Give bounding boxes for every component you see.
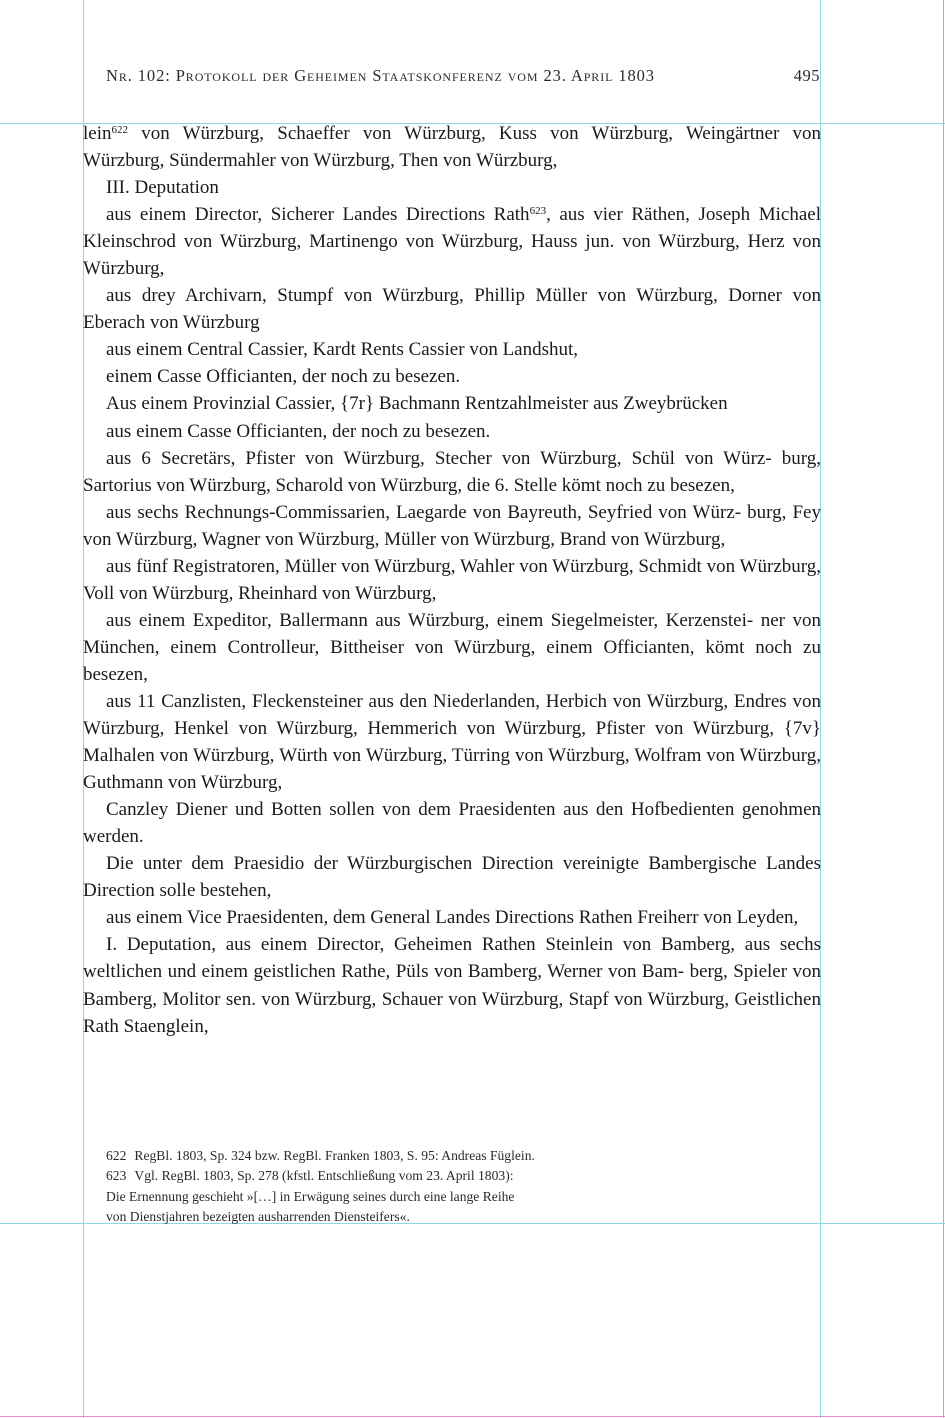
footnote-number: 623 [106,1168,127,1184]
paragraph: aus einem Director, Sicherer Landes Directions Rath$^{623}$, aus vier Räthen, Joseph Michael Kleinschrod von Würzburg, Martinengo von Würzburg, Hauss jun. von Würzburg, Herz von Würzburg, [83,204,821,280]
footnote-reference: 622 [111,124,128,136]
running-head-title: Nr. 102: Protokoll der Geheimen Staatskonferenz vom 23. April 1803 [106,66,655,85]
footnotes [106,1146,726,1228]
page-edge-guide-bottom [0,1416,945,1417]
footnote-text: RegBl. 1803, Sp. 324 bzw. RegBl. Franken 1803, S. 95: Andreas Füglein. [134,1148,535,1163]
paragraph: aus einem Central Cassier, Kardt Rents Cassier von Landshut, [106,339,579,361]
footnote-continuation [106,1207,726,1227]
paragraph: Die unter dem Praesidio der Würzburgischen Direction vereinigte Bambergische Landes Direction solle bestehen, [83,853,821,902]
footnote [106,1166,726,1186]
footnote-text: Vgl. RegBl. 1803, Sp. 278 (kfstl. Entschließung vom 23. April 1803): [134,1168,514,1184]
footnote-continuation [106,1187,726,1207]
paragraph: lein$^{622}$ von Würzburg, Schaeffer von Würzburg, Kuss von Würzburg, Weingärtner von Würzburg, Sündermahler von Würzburg, Then von Würzburg, [83,123,821,172]
footnote-reference: 623 [529,205,547,218]
paragraph: III. Deputation [106,177,219,199]
page-number: 495 [793,66,820,85]
footnote-text: Die Ernennung geschieht »[…] in Erwägung seines durch eine lange Reihe [106,1188,515,1204]
paragraph: aus einem Expeditor, Ballermann aus Würzburg, einem Siegelmeister, Kerzenstei- ner von München, einem Controlleur, Bittheiser von Würzburg, einem Officianten, kömt noch zu besezen, [83,609,821,685]
paragraph: aus fünf Registratoren, Müller von Würzburg, Wahler von Würzburg, Schmidt von Würzburg, Voll von Würzburg, Rheinhard von Würzburg, [83,555,821,604]
footnote-number: 622 [106,1148,127,1163]
paragraph: Canzley Diener und Botten sollen von dem Praesidenten aus den Hofbedienten genohmen werden. [83,799,821,848]
paragraph: Aus einem Provinzial Cassier, {7r} Bachmann Rentzahlmeister aus Zweybrücken [106,393,728,415]
paragraph: I. Deputation, aus einem Director, Geheimen Rathen Steinlein von Bamberg, aus sechs weltlichen und einem geistlichen Rathe, Püls von Bamberg, Werner von Bam- berg, Spieler von Bamberg, Molitor sen. von Würzburg, Schauer von Würzburg, Stapf von Würzburg, Geistlichen Rath Staenglein, [83,934,821,1037]
paragraph: aus einem Casse Officianten, der noch zu besezen. [106,420,491,442]
paragraph: aus sechs Rechnungs-Commissarien, Laegarde von Bayreuth, Seyfried von Würz- burg, Fey von Würzburg, Wagner von Würzburg, Müller von Würzburg, Brand von Würzburg, [83,501,821,550]
paragraph: aus drey Archivarn, Stumpf von Würzburg, Phillip Müller von Würzburg, Dorner von Eberach von Würzburg [83,285,821,334]
running-head [106,66,820,90]
footnote-text: von Dienstjahren bezeigten ausharrenden Diensteifers«. [106,1209,410,1225]
footnote [106,1146,726,1166]
paragraph: aus 6 Secretärs, Pfister von Würzburg, Stecher von Würzburg, Schül von Würz- burg, Sartorius von Würzburg, Scharold von Würzburg, die 6. Stelle kömt noch zu besezen, [83,447,821,496]
main-text [83,120,821,1040]
page-edge-guide-right [943,0,944,1418]
paragraph: aus einem Vice Praesidenten, dem General Landes Directions Rathen Freiherr von Leyden, [106,907,799,929]
paragraph: aus 11 Canzlisten, Fleckensteiner aus den Niederlanden, Herbich von Würzburg, Endres von Würzburg, Henkel von Würzburg, Hemmerich von Würzburg, Pfister von Würzburg, {7v} Malhalen von Würzburg, Würth von Würzburg, Türring von Würzburg, Wolfram von Würzburg, Guthmann von Würzburg, [83,690,821,794]
paragraph: einem Casse Officianten, der noch zu besezen. [106,366,461,388]
